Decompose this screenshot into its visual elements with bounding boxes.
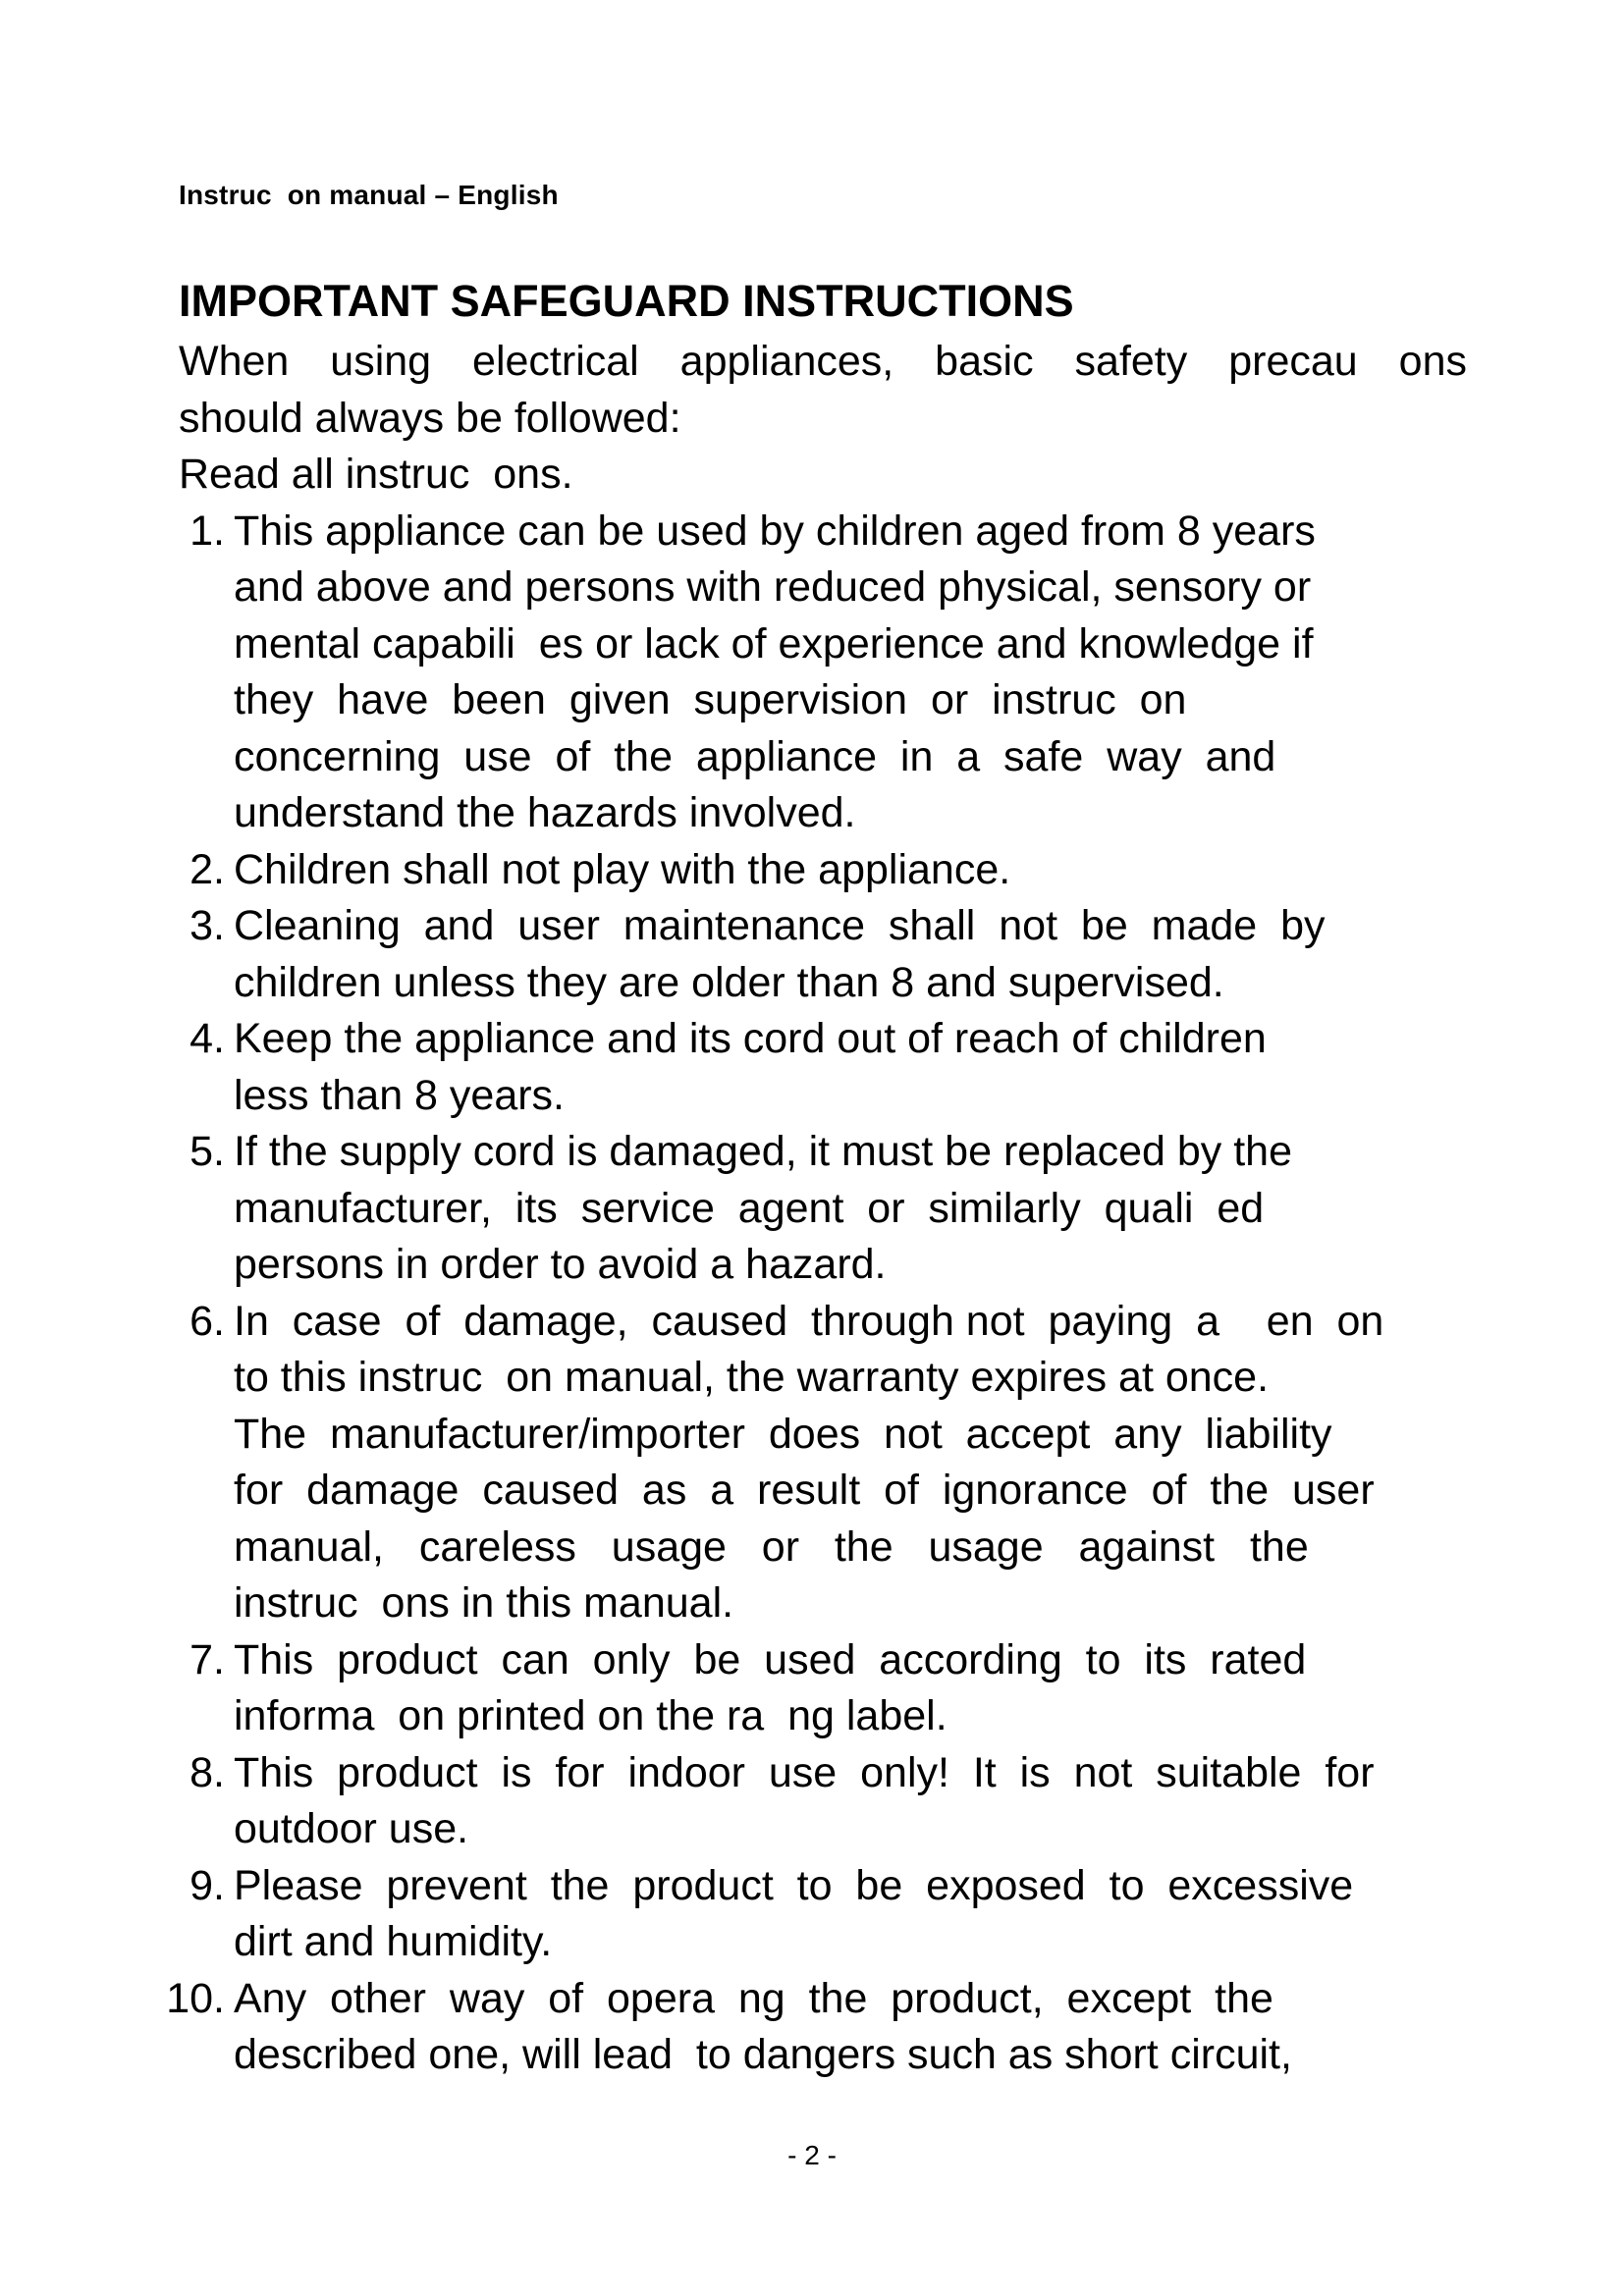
- item-line: informa on printed on the ra ng label.: [234, 1692, 947, 1739]
- item-number: 6.: [189, 1297, 225, 1345]
- item-line: less than 8 years.: [234, 1071, 566, 1119]
- page-number: - 2 -: [787, 2140, 837, 2170]
- item-number: 1.: [189, 507, 225, 555]
- item-number: 2.: [189, 845, 225, 893]
- intro-line: Read all instruc ons.: [179, 451, 573, 498]
- item-text: [234, 1745, 1467, 1858]
- item-line: Cleaning and user maintenance shall not be made by: [234, 902, 1326, 949]
- item-line: understand the hazards involved.: [234, 789, 856, 836]
- list-item: [179, 1294, 1467, 1632]
- list-item: [166, 1971, 1467, 2084]
- document-body: [166, 273, 1467, 2084]
- item-line: manufacturer, its service agent or similarly quali ed: [234, 1184, 1265, 1232]
- intro-paragraph: [179, 334, 1467, 504]
- intro-line: When using electrical appliances, basic safety precau ons: [179, 338, 1467, 385]
- running-header: Instruc on manual – English: [179, 180, 559, 210]
- page-title: IMPORTANT SAFEGUARD INSTRUCTIONS: [179, 276, 1074, 326]
- list-item: [179, 842, 1467, 899]
- item-line: outdoor use.: [234, 1805, 469, 1852]
- item-line: If the supply cord is damaged, it must be replaced by the: [234, 1128, 1292, 1175]
- item-line: children unless they are older than 8 and supervised.: [234, 958, 1224, 1006]
- item-line: instruc ons in this manual.: [234, 1579, 734, 1627]
- item-number: 3.: [189, 902, 225, 949]
- item-text: [234, 1294, 1467, 1632]
- item-number: 9.: [189, 1861, 225, 1909]
- item-line: concerning use of the appliance in a safe way and: [234, 732, 1276, 780]
- item-line: and above and persons with reduced physical, sensory or: [234, 563, 1312, 611]
- item-line: Children shall not play with the appliance.: [234, 845, 1011, 893]
- list-item: [179, 1632, 1467, 1745]
- list-item: [179, 1858, 1467, 1971]
- item-text: [234, 1124, 1467, 1294]
- list-item: [179, 1124, 1467, 1294]
- item-text: [234, 1971, 1467, 2084]
- item-line: to this instruc on manual, the warranty expires at once.: [234, 1354, 1270, 1401]
- item-number: 4.: [189, 1015, 225, 1062]
- item-line: mental capabili es or lack of experience and knowledge if: [234, 619, 1314, 667]
- item-text: [234, 842, 1467, 899]
- item-line: for damage caused as a result of ignorance of the user: [234, 1467, 1375, 1514]
- item-text: [234, 1011, 1467, 1124]
- list-item: [179, 504, 1467, 842]
- item-text: [234, 898, 1467, 1011]
- item-line: Please prevent the product to be exposed to excessive: [234, 1861, 1354, 1909]
- item-line: The manufacturer/importer does not accept any liability: [234, 1410, 1332, 1458]
- intro-line: should always be followed:: [179, 394, 681, 442]
- item-number: 8.: [189, 1748, 225, 1796]
- item-number: 10.: [166, 1974, 225, 2022]
- safety-instructions-list: [166, 504, 1467, 2084]
- item-line: Any other way of opera ng the product, except the: [234, 1974, 1273, 2022]
- item-text: [234, 1632, 1467, 1745]
- list-item: [179, 1745, 1467, 1858]
- item-line: This product is for indoor use only! It is not suitable for: [234, 1748, 1375, 1796]
- item-line: dirt and humidity.: [234, 1918, 553, 1965]
- item-number: 7.: [189, 1635, 225, 1683]
- item-line: This appliance can be used by children aged from 8 years: [234, 507, 1316, 555]
- item-line: they have been given supervision or instruc on: [234, 676, 1187, 723]
- item-text: [234, 1858, 1467, 1971]
- item-number: 5.: [189, 1128, 225, 1175]
- item-line: manual, careless usage or the usage against the: [234, 1522, 1309, 1571]
- list-item: [179, 1011, 1467, 1124]
- item-text: [234, 504, 1467, 842]
- item-line: This product can only be used according to its rated: [234, 1635, 1307, 1683]
- item-line: Keep the appliance and its cord out of reach of children: [234, 1015, 1267, 1062]
- list-item: [179, 898, 1467, 1011]
- item-line: persons in order to avoid a hazard.: [234, 1241, 887, 1288]
- item-line: described one, will lead to dangers such as short circuit,: [234, 2031, 1292, 2078]
- item-line: In case of damage, caused through not paying a en on: [234, 1297, 1384, 1345]
